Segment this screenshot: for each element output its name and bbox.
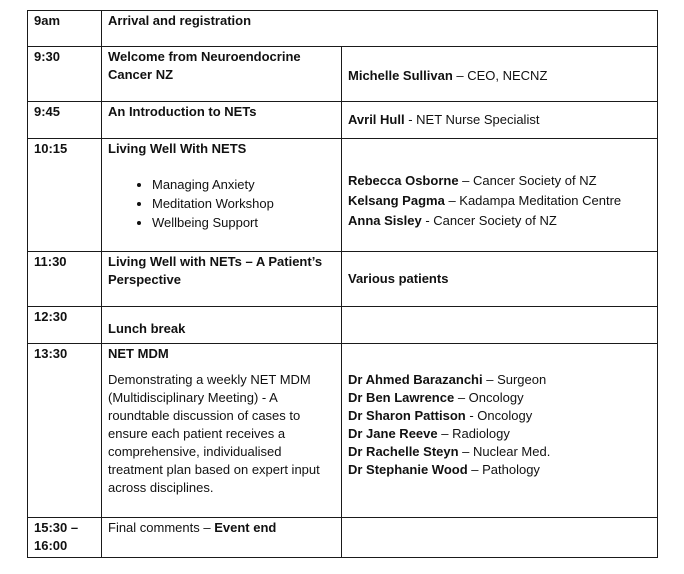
session-title: Welcome from Neuroendocrine Cancer NZ xyxy=(102,47,342,102)
session-title-prefix: Final comments – xyxy=(108,520,215,535)
speaker-cell: Various patients xyxy=(342,252,658,307)
speaker-name: Dr Ahmed Barazanchi xyxy=(348,372,483,387)
list-item: • Meditation Workshop xyxy=(152,194,335,213)
session-title-bold: Event end xyxy=(214,520,277,535)
session-title: NET MDM xyxy=(108,346,169,361)
speaker-cell xyxy=(342,307,658,344)
speaker-name: Dr Jane Reeve xyxy=(348,426,438,441)
speaker-role: - NET Nurse Specialist xyxy=(404,112,540,127)
time-cell: 9am xyxy=(28,11,102,47)
time-cell: 9:30 xyxy=(28,47,102,102)
speaker-cell xyxy=(342,102,658,139)
session-title: Arrival and registration xyxy=(102,11,658,47)
speaker-name: Avril Hull xyxy=(348,112,405,127)
time-cell: 10:15 xyxy=(28,139,102,252)
speaker-name: Michelle Sullivan xyxy=(348,68,453,83)
topic-list xyxy=(108,175,335,232)
speaker-cell xyxy=(342,139,658,252)
speaker-cell xyxy=(342,47,658,102)
list-item: • Wellbeing Support xyxy=(152,213,335,232)
speaker-role: – Radiology xyxy=(437,426,510,441)
speaker-name: Dr Rachelle Steyn xyxy=(348,444,459,459)
speaker-name: Dr Stephanie Wood xyxy=(348,462,468,477)
table-row xyxy=(28,11,658,47)
speaker-line xyxy=(348,425,651,443)
speaker-line xyxy=(348,191,651,211)
speaker-cell xyxy=(342,344,658,518)
session-cell xyxy=(102,518,342,558)
speaker-role: – Cancer Society of NZ xyxy=(458,173,597,188)
table-row xyxy=(28,102,658,139)
list-item: • Managing Anxiety xyxy=(152,175,335,194)
table-row xyxy=(28,139,658,252)
time-cell: 13:30 xyxy=(28,344,102,518)
speaker-role: – Pathology xyxy=(467,462,540,477)
table-row xyxy=(28,47,658,102)
table-row xyxy=(28,518,658,558)
session-title: Living Well with NETs – A Patient’s Perspective xyxy=(102,252,342,307)
time-cell: 12:30 xyxy=(28,307,102,344)
speaker-role: – Kadampa Meditation Centre xyxy=(444,193,622,208)
speaker-role: – Oncology xyxy=(454,390,524,405)
session-description: Demonstrating a weekly NET MDM (Multidisciplinary Meeting) - A roundtable discussion of cases to ensure each patient receives a comprehensive, individualised treatment plan based on expert input across disciplines. xyxy=(108,372,320,495)
time-cell: 11:30 xyxy=(28,252,102,307)
speaker-role: – Nuclear Med. xyxy=(458,444,551,459)
speaker-role: – CEO, NECNZ xyxy=(452,68,548,83)
speaker-role: - Oncology xyxy=(465,408,533,423)
session-cell xyxy=(102,344,342,518)
table-row xyxy=(28,307,658,344)
speaker-line xyxy=(348,407,651,425)
table-row xyxy=(28,252,658,307)
speaker-name: Anna Sisley xyxy=(348,213,422,228)
table-row xyxy=(28,344,658,518)
speaker-role: - Cancer Society of NZ xyxy=(421,213,557,228)
speaker-line xyxy=(348,461,651,479)
speaker-line xyxy=(348,389,651,407)
speaker-role: – Surgeon xyxy=(482,372,547,387)
session-cell xyxy=(102,139,342,252)
time-cell: 15:30 – 16:00 xyxy=(28,518,102,558)
speaker-name: Kelsang Pagma xyxy=(348,193,445,208)
speaker-line xyxy=(348,371,651,389)
session-title: Living Well With NETS xyxy=(108,141,247,156)
session-title: Lunch break xyxy=(102,307,342,344)
session-title: An Introduction to NETs xyxy=(102,102,342,139)
speaker-name: Rebecca Osborne xyxy=(348,173,459,188)
speaker-name: Dr Sharon Pattison xyxy=(348,408,466,423)
speaker-line xyxy=(348,443,651,461)
schedule-table xyxy=(27,10,658,558)
time-cell: 9:45 xyxy=(28,102,102,139)
speaker-name: Dr Ben Lawrence xyxy=(348,390,455,405)
speaker-cell xyxy=(342,518,658,558)
speaker-line xyxy=(348,211,651,231)
speaker-line xyxy=(348,171,651,191)
